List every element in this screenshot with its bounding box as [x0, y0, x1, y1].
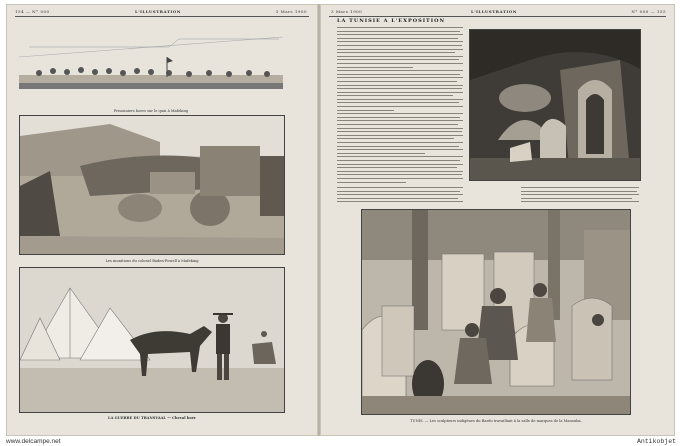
- caption-prisoners: Prisonniers boers sur le quai à Mafeking: [113, 109, 189, 113]
- engraving-workshop: [469, 29, 641, 181]
- footer-watermark-right: Antikobjet: [636, 438, 676, 445]
- right-header-date: 3 Mars 1900: [331, 9, 363, 14]
- right-page: [320, 4, 675, 436]
- caption-camp: LA GUERRE DU TRANSVAAL — Cheval boer: [108, 416, 196, 420]
- left-header-date: 3 Mars 1900: [275, 9, 307, 14]
- right-header-title: L'ILLUSTRATION: [471, 9, 517, 14]
- caption-cargo: Les munitions du colonel Baden-Powell à Mafeking: [105, 259, 199, 263]
- article-title: LA TUNISIE A L'EXPOSITION: [337, 18, 446, 24]
- left-page: [6, 4, 318, 436]
- engraving-prisoners: [19, 27, 283, 105]
- caption-sculptors: TUNIS. — Les sculpteurs indigènes du Bardo travaillant à la salle de marques de la Manouba.: [410, 419, 582, 423]
- left-page-number: 154 — N° 000: [15, 9, 50, 14]
- right-page-number: N° 000 — 155: [631, 9, 666, 14]
- engraving-camp: [19, 267, 285, 413]
- article-text-column: [337, 27, 463, 183]
- left-header-rule: [15, 16, 309, 17]
- engraving-sculptors: [361, 209, 631, 415]
- left-header-title: L'ILLUSTRATION: [135, 9, 181, 14]
- article-text-column-lower: [337, 187, 463, 202]
- article-text-column-right: [521, 187, 639, 202]
- engraving-cargo: [19, 115, 285, 255]
- footer-watermark-left: www.delcampe.net: [6, 438, 61, 445]
- right-header-rule: [329, 16, 666, 17]
